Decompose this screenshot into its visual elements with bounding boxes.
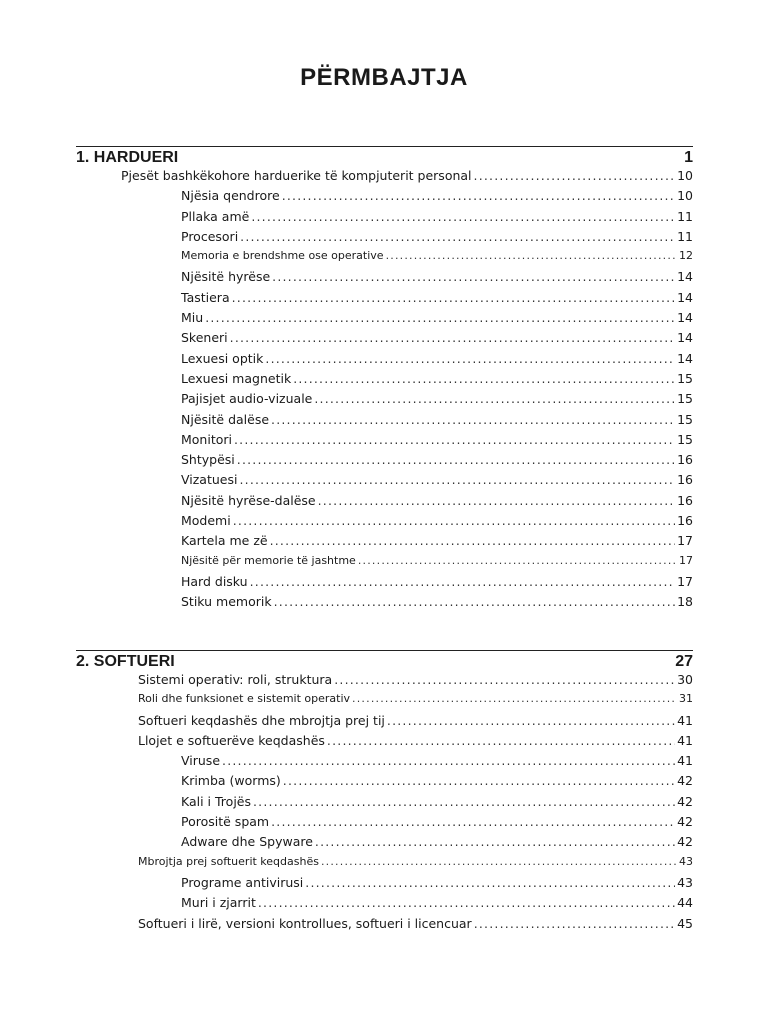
- toc-entry[interactable]: Roli dhe funksionet e sistemit operativ ..... 31: [76, 692, 693, 712]
- dot-leader: [386, 249, 677, 262]
- section-page-number: 1: [684, 149, 693, 166]
- toc-entry[interactable]: Kartela me zë ..... 17: [76, 533, 693, 553]
- toc-entry[interactable]: Mbrojtja prej softuerit keqdashës ..... 43: [76, 855, 693, 875]
- dot-leader: [352, 692, 677, 705]
- dot-leader: [283, 773, 675, 788]
- dot-leader: [270, 533, 676, 548]
- dot-leader: [205, 310, 675, 325]
- toc-entry[interactable]: Vizatuesi ..... 16: [76, 472, 693, 492]
- toc-entry-list: [76, 672, 693, 936]
- dot-leader: [315, 834, 675, 849]
- toc-entry[interactable]: Viruse ..... 41: [76, 753, 693, 773]
- section-heading[interactable]: [76, 650, 693, 672]
- dot-leader: [321, 855, 677, 868]
- dot-leader: [250, 574, 676, 589]
- dot-leader: [474, 916, 675, 931]
- dot-leader: [293, 371, 675, 386]
- toc-entry[interactable]: Pllaka amë ..... 11: [76, 209, 693, 229]
- toc-entry[interactable]: Njësitë hyrëse-dalëse ..... 16: [76, 493, 693, 513]
- dot-leader: [314, 391, 675, 406]
- dot-leader: [327, 733, 675, 748]
- dot-leader: [387, 713, 675, 728]
- toc-entry[interactable]: Njësitë dalëse ..... 15: [76, 412, 693, 432]
- toc-section-hardueri: [76, 146, 693, 615]
- dot-leader: [237, 452, 675, 467]
- toc-entry[interactable]: Njësitë për memorie të jashtme ..... 17: [76, 554, 693, 574]
- toc-entry[interactable]: Softueri keqdashës dhe mbrojtja prej tij ..... 41: [76, 713, 693, 733]
- dot-leader: [305, 875, 675, 890]
- dot-leader: [240, 229, 675, 244]
- dot-leader: [230, 330, 675, 345]
- toc-entry[interactable]: Hard disku ..... 17: [76, 574, 693, 594]
- toc-entry[interactable]: Njësia qendrore ..... 10: [76, 188, 693, 208]
- dot-leader: [272, 269, 675, 284]
- dot-leader: [239, 472, 675, 487]
- dot-leader: [274, 594, 675, 609]
- toc-entry[interactable]: Adware dhe Spyware ..... 42: [76, 834, 693, 854]
- toc-entry[interactable]: Softueri i lirë, versioni kontrollues, softueri i licencuar ..... 45: [76, 916, 693, 936]
- dot-leader: [265, 351, 675, 366]
- toc-entry[interactable]: Pajisjet audio-vizuale ..... 15: [76, 391, 693, 411]
- dot-leader: [234, 432, 675, 447]
- toc-entry[interactable]: Miu ..... 14: [76, 310, 693, 330]
- toc-entry[interactable]: Sistemi operativ: roli, struktura ..... 30: [76, 672, 693, 692]
- toc-entry[interactable]: Pjesët bashkëkohore harduerike të kompjuterit personal ..... 10: [76, 168, 693, 188]
- dot-leader: [253, 794, 675, 809]
- toc-section-softueri: [76, 650, 693, 936]
- toc-entry[interactable]: Modemi ..... 16: [76, 513, 693, 533]
- dot-leader: [358, 554, 677, 567]
- dot-leader: [258, 895, 675, 910]
- section-page-number: 27: [675, 653, 693, 670]
- toc-entry[interactable]: Njësitë hyrëse ..... 14: [76, 269, 693, 289]
- dot-leader: [474, 168, 676, 183]
- toc-entry[interactable]: Stiku memorik ..... 18: [76, 594, 693, 614]
- section-title: 2. SOFTUERI: [76, 653, 175, 670]
- toc-entry[interactable]: Shtypësi ..... 16: [76, 452, 693, 472]
- dot-leader: [251, 209, 675, 224]
- dot-leader: [334, 672, 675, 687]
- page-title: PËRMBAJTJA: [300, 64, 468, 91]
- toc-entry[interactable]: Porositë spam ..... 42: [76, 814, 693, 834]
- toc-entry[interactable]: Muri i zjarrit ..... 44: [76, 895, 693, 915]
- toc-entry[interactable]: Tastiera ..... 14: [76, 290, 693, 310]
- toc-entry[interactable]: Skeneri ..... 14: [76, 330, 693, 350]
- dot-leader: [222, 753, 675, 768]
- dot-leader: [282, 188, 675, 203]
- section-heading[interactable]: [76, 146, 693, 168]
- toc-entry[interactable]: Krimba (worms) ..... 42: [76, 773, 693, 793]
- toc-entry-list: [76, 168, 693, 615]
- toc-entry[interactable]: Lexuesi optik ..... 14: [76, 351, 693, 371]
- toc-entry[interactable]: Procesori ..... 11: [76, 229, 693, 249]
- toc-entry[interactable]: Llojet e softuerëve keqdashës ..... 41: [76, 733, 693, 753]
- dot-leader: [271, 412, 675, 427]
- dot-leader: [232, 290, 675, 305]
- toc-entry[interactable]: Monitori ..... 15: [76, 432, 693, 452]
- toc-entry[interactable]: Memoria e brendshme ose operative ..... 12: [76, 249, 693, 269]
- dot-leader: [271, 814, 675, 829]
- dot-leader: [233, 513, 675, 528]
- toc-entry[interactable]: Programe antivirusi ..... 43: [76, 875, 693, 895]
- section-title: 1. HARDUERI: [76, 149, 179, 166]
- toc-entry[interactable]: Lexuesi magnetik ..... 15: [76, 371, 693, 391]
- toc-entry[interactable]: Kali i Trojës ..... 42: [76, 794, 693, 814]
- dot-leader: [318, 493, 675, 508]
